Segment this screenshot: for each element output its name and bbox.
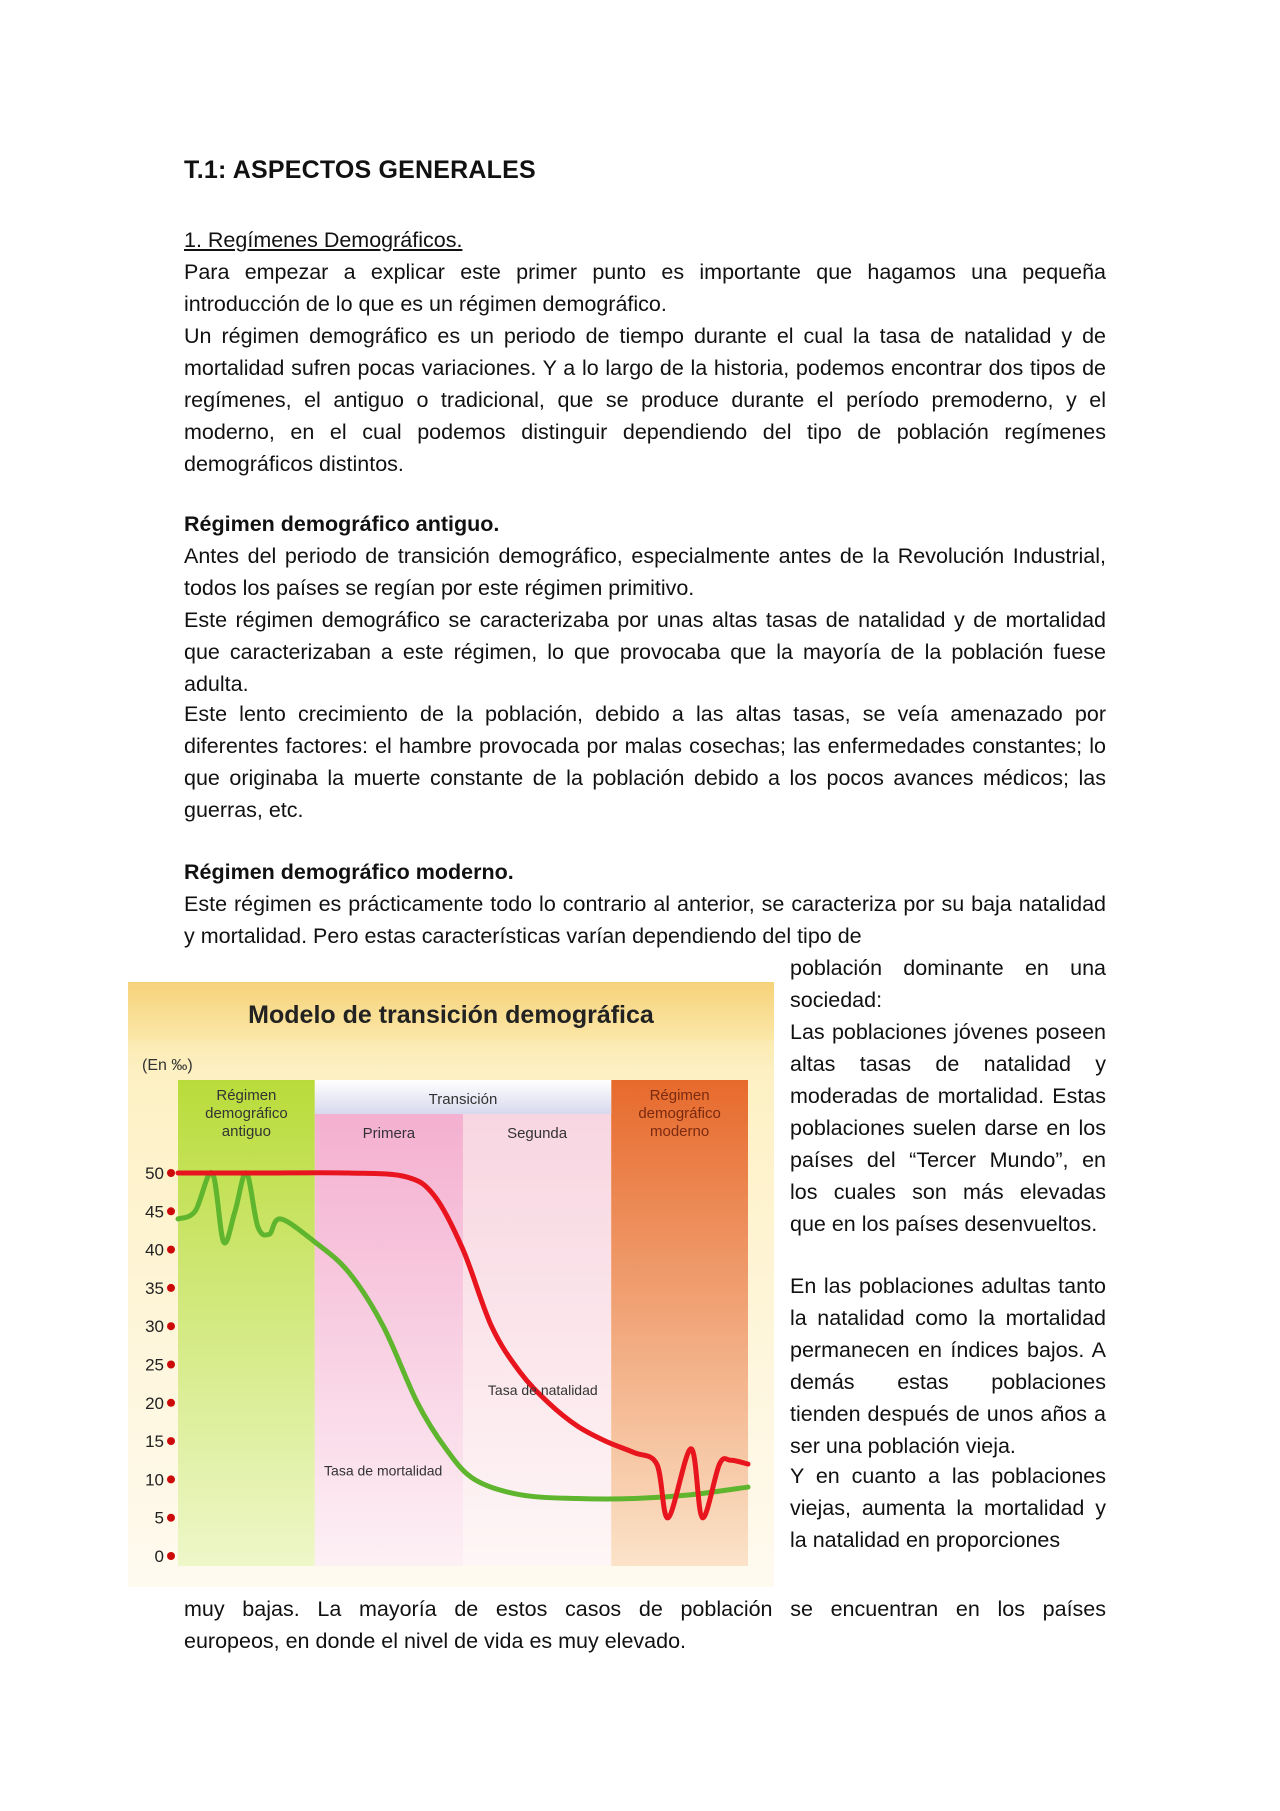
phase-label-4-line-1: Régimen (649, 1087, 710, 1104)
phase-band-4 (611, 1080, 748, 1566)
paragraph-intro: Para empezar a explicar este primer punto es importante que hagamos una pequeña introducción de lo que es un régimen demográfico. (184, 260, 1106, 316)
phase-label-4-line-2: demográfico (638, 1105, 721, 1122)
paragraph-moderno-1: Este régimen es prácticamente todo lo contrario al anterior, se caracteriza por su baja natalidad y mortalidad. Pero estas características varían dependiendo del tipo de (184, 892, 1106, 948)
y-tick-label-0: 0 (154, 1547, 164, 1566)
chart-y-unit-label: (En ‰) (142, 1057, 193, 1074)
y-tick-dot-30 (167, 1322, 175, 1330)
section-heading-moderno: Régimen demográfico moderno. (184, 860, 514, 884)
y-tick-label-35: 35 (145, 1278, 164, 1298)
phase-label-1-line-2: demográfico (205, 1105, 288, 1122)
section-heading-regimenes: 1. Regímenes Demográficos. (184, 228, 463, 252)
transition-label: Transición (428, 1091, 498, 1108)
phase-band-1 (178, 1080, 315, 1566)
y-tick-label-10: 10 (145, 1470, 164, 1490)
y-tick-label-50: 50 (145, 1164, 164, 1183)
y-tick-dot-0 (167, 1552, 175, 1560)
side-text-jovenes: Las poblaciones jóvenes poseen altas tasas de natalidad y moderadas de mortalidad. Estas poblaciones suelen darse en los países del “Tercer Mundo”, en los cuales son más elevadas que en los países desenvueltos. (790, 1020, 1106, 1236)
paragraph-definition: Un régimen demográfico es un periodo de tiempo durante el cual la tasa de natalidad y de mortalidad sufren pocas variaciones. Y a lo largo de la historia, podemos encontrar dos tipos de regímenes, el antiguo o tradicional, que se produce durante el período premoderno, y el moderno, en el cual podemos distinguir dependiendo del tipo de población regímenes demográficos distintos. (184, 324, 1106, 476)
phase-label-1-line-3: antiguo (221, 1123, 272, 1140)
paragraph-antiguo-2: Este régimen demográfico se caracterizaba por unas altas tasas de natalidad y de mortalidad que caracterizaban a este régimen, lo que provocaba que la mayoría de la población fuese adulta. (184, 608, 1106, 696)
phase-label-2-line-1: Primera (362, 1125, 416, 1142)
y-tick-dot-50 (167, 1169, 175, 1177)
y-tick-dot-15 (167, 1437, 175, 1445)
chart-svg (128, 982, 774, 1587)
y-tick-label-40: 40 (145, 1240, 164, 1260)
y-tick-label-5: 5 (154, 1508, 164, 1528)
chart-title: Modelo de transición demográfica (248, 1001, 654, 1029)
side-text-adultas: En las poblaciones adultas tanto la natalidad como la mortalidad permanecen en índices bajos. A demás estas poblaciones tienden después de unos años a ser una población vieja. (790, 1274, 1106, 1458)
series-label-natalidad: Tasa de natalidad (487, 1382, 598, 1399)
y-tick-dot-45 (167, 1207, 175, 1215)
phase-label-4-line-3: moderno (649, 1123, 710, 1140)
paragraph-antiguo-3: Este lento crecimiento de la población, debido a las altas tasas, se veía amenazado por diferentes factores: el hambre provocada por malas cosechas; las enfermedades constantes; lo que originaba la muerte constante de la población debido a los pocos avances médicos; las guerras, etc. (184, 702, 1106, 822)
y-tick-label-25: 25 (145, 1355, 164, 1375)
y-tick-dot-25 (167, 1361, 175, 1369)
y-tick-dot-5 (167, 1514, 175, 1522)
side-text-viejas: Y en cuanto a las poblaciones viejas, aumenta la mortalidad y la natalidad en proporciones (790, 1464, 1106, 1552)
y-tick-label-15: 15 (145, 1432, 164, 1452)
y-tick-label-30: 30 (145, 1317, 164, 1337)
y-tick-dot-40 (167, 1246, 175, 1254)
phase-label-3-line-1: Segunda (507, 1125, 568, 1142)
y-tick-dot-35 (167, 1284, 175, 1292)
y-tick-label-20: 20 (145, 1393, 164, 1413)
phase-label-1-line-1: Régimen (216, 1087, 277, 1104)
paragraph-moderno-end: europeos, en donde el nivel de vida es muy elevado. (184, 1629, 687, 1653)
paragraph-antiguo-1: Antes del periodo de transición demográfico, especialmente antes de la Revolución Industrial, todos los países se regían por este régimen primitivo. (184, 544, 1106, 600)
series-label-mortalidad: Tasa de mortalidad (324, 1462, 443, 1479)
section-heading-antiguo: Régimen demográfico antiguo. (184, 512, 500, 536)
side-text-1: población dominante en una sociedad: (790, 956, 1106, 1012)
y-tick-dot-20 (167, 1399, 175, 1407)
page-title: T.1: ASPECTOS GENERALES (184, 156, 536, 184)
y-tick-label-45: 45 (145, 1202, 164, 1222)
paragraph-moderno-last-line: muy bajas. La mayoría de estos casos de población se encuentran en los países (184, 1597, 1106, 1621)
demographic-transition-chart (128, 982, 774, 1587)
y-tick-dot-10 (167, 1475, 175, 1483)
